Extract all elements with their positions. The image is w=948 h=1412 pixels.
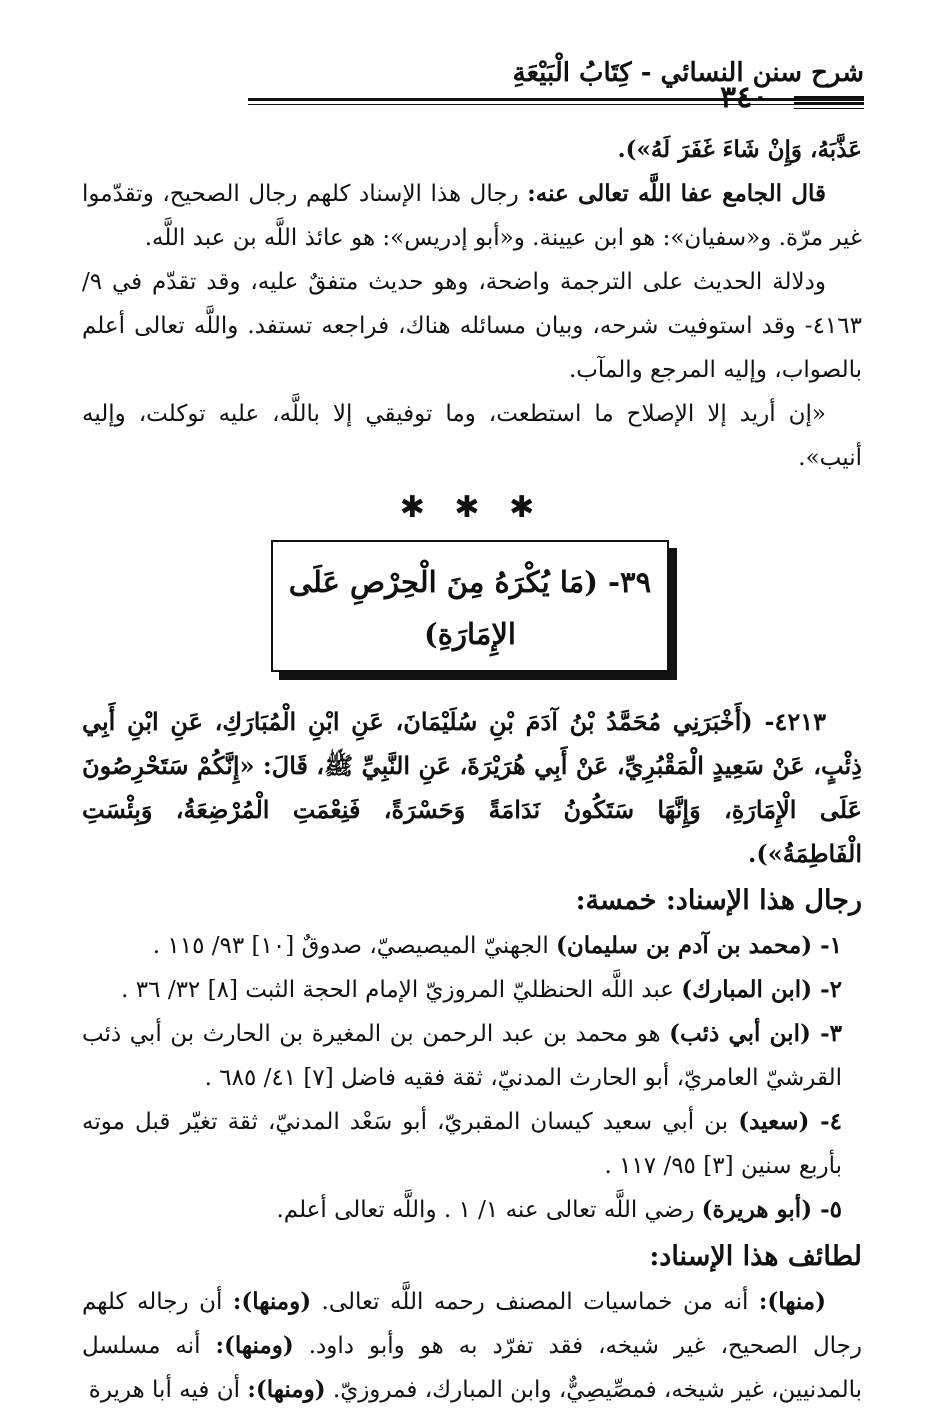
- page-number: ٣٤٠: [720, 80, 769, 115]
- jami-text: رجال هذا الإسناد كلهم رجال الصحيح، وتقدّموا غير مرّة. و«سفيان»: هو ابن عيينة. و«أبو إدريس»: هو عائذ اللَّه بن عبد اللَّه.: [82, 181, 862, 251]
- narrator-item: [82, 1188, 862, 1232]
- dalala-paragraph: ودلالة الحديث على الترجمة واضحة، وهو حديث متفقٌ عليه، وقد تقدّم في ٩/ ٤١٦٣- وقد استوفيت شرحه، وبيان مسائله هناك، فراجعه تستفد. واللَّه تعالى أعلم بالصواب، وإليه المرجع والمآب.: [82, 269, 862, 383]
- hadith-ending: عَذَّبَهُ، وَإِنْ شَاءَ غَفَرَ لَهُ»).: [617, 136, 862, 163]
- chapter-title-line1: ٣٩- (مَا يُكْرَهُ مِنَ الْحِرْصِ عَلَى: [288, 565, 652, 599]
- chapter-title-line2: الإِمَارَةِ): [424, 617, 516, 651]
- lataif-marker: (ومنها):: [215, 1332, 294, 1359]
- narrators-heading: رجال هذا الإسناد: خمسة:: [575, 885, 862, 916]
- narrator-item: [82, 1012, 862, 1100]
- jami-paragraph: [82, 172, 862, 260]
- header-rule-right: [248, 98, 864, 101]
- header-rule-left-2: [794, 102, 864, 105]
- narrator-details: بن أبي سعيد كيسان المقبريّ، أبو سَعْد المدنيّ، ثقة تغيّر قبل موته بأربع سنين [٣] ٩٥/ ١١٧ .: [82, 1109, 842, 1179]
- lataif-text: أن فيه أبا هريرة: [88, 1377, 248, 1403]
- chapter-title: [271, 540, 669, 672]
- narrator-details: هو محمد بن عبد الرحمن بن المغيرة بن الحارث بن أبي ذئب القرشيّ العامريّ، أبو الحارث المدنيّ، ثقة فقيه فاضل [٧] ٤١/ ٦٨٥ .: [82, 1021, 842, 1091]
- narrator-details: عبد اللَّه الحنظليّ المروزيّ الإمام الحجة الثبت [٨] ٣٢/ ٣٦ .: [121, 977, 674, 1003]
- header-rule-right-thin: [248, 104, 864, 105]
- narrator-details: رضي اللَّه تعالى عنه ١/ ١ . واللَّه تعالى أعلم.: [276, 1197, 695, 1223]
- hadith-text: ٤٢١٣- (أَخْبَرَنِي مُحَمَّدُ بْنُ آدَمَ بْنِ سُلَيْمَانَ، عَنِ ابْنِ الْمُبَارَكِ، عَنِ ابْنِ أَبِي ذِئْبٍ، عَنْ سَعِيدٍ الْمَقْبُرِيِّ، عَنْ أَبِي هُرَيْرَةَ، عَنِ النَّبِيِّ ﷺ، قَالَ: «إِنَّكُمْ سَتَحْرِصُونَ عَلَى الْإِمَارَةِ، وَإِنَّهَا سَتَكُونُ نَدَامَةً وَحَسْرَةً، فَنِعْمَتِ الْمُرْضِعَةُ، وَبِئْسَتِ الْفَاطِمَةُ»).: [82, 707, 862, 868]
- narrator-name: ٢- (ابن المبارك): [681, 976, 842, 1003]
- narrator-details: الجهنيّ الميصيصيّ، صدوقٌ [١٠] ٩٣/ ١١٥ .: [152, 933, 549, 959]
- header-rule-left: [794, 96, 864, 99]
- lataif-marker: (ومنها):: [247, 1376, 326, 1403]
- lataif-heading: لطائف هذا الإسناد:: [649, 1241, 862, 1272]
- running-title: شرح سنن النسائي - كِتَابُ الْبَيْعَةِ: [512, 58, 864, 88]
- page-header: [0, 0, 948, 130]
- lataif-marker: (ومنها):: [232, 1288, 312, 1315]
- narrator-name: ٥- (أبو هريرة): [701, 1196, 842, 1223]
- chapter-title-box: [271, 540, 673, 680]
- lataif-text: أنه مسلسل بالمدنيين، غير شيخه، فمصِّيصِيٌّ، وابن المبارك، فمروزيّ.: [82, 1333, 862, 1403]
- page-body: [82, 128, 862, 1412]
- narrator-item: [82, 1100, 862, 1188]
- narrator-name: ٣- (ابن أبي ذئب): [669, 1020, 842, 1047]
- lataif-marker: (منها):: [758, 1288, 826, 1315]
- narrator-item: [82, 924, 862, 968]
- header-rule-left-3: [794, 108, 864, 109]
- section-separator: ✱ ✱ ✱: [399, 490, 545, 525]
- narrators-list: [82, 924, 862, 1232]
- lataif-text: أن رجاله كلهم رجال الصحيح، غير شيخه، فقد تفرّد به هو وأبو داود.: [82, 1289, 863, 1359]
- narrator-name: ٤- (سعيد): [738, 1108, 843, 1135]
- lataif-paragraph: [82, 1280, 862, 1412]
- narrator-name: ١- (محمد بن آدم بن سليمان): [556, 932, 842, 959]
- jami-lead: قال الجامع عفا اللَّه تعالى عنه:: [527, 180, 827, 207]
- quote-paragraph: «إن أريد إلا الإصلاح ما استطعت، وما توفيقي إلا باللَّه، عليه توكلت، وإليه أنيب».: [82, 401, 862, 471]
- lataif-text: أنه من خماسيات المصنف رحمه اللَّه تعالى.: [311, 1289, 759, 1315]
- narrator-item: [82, 968, 862, 1012]
